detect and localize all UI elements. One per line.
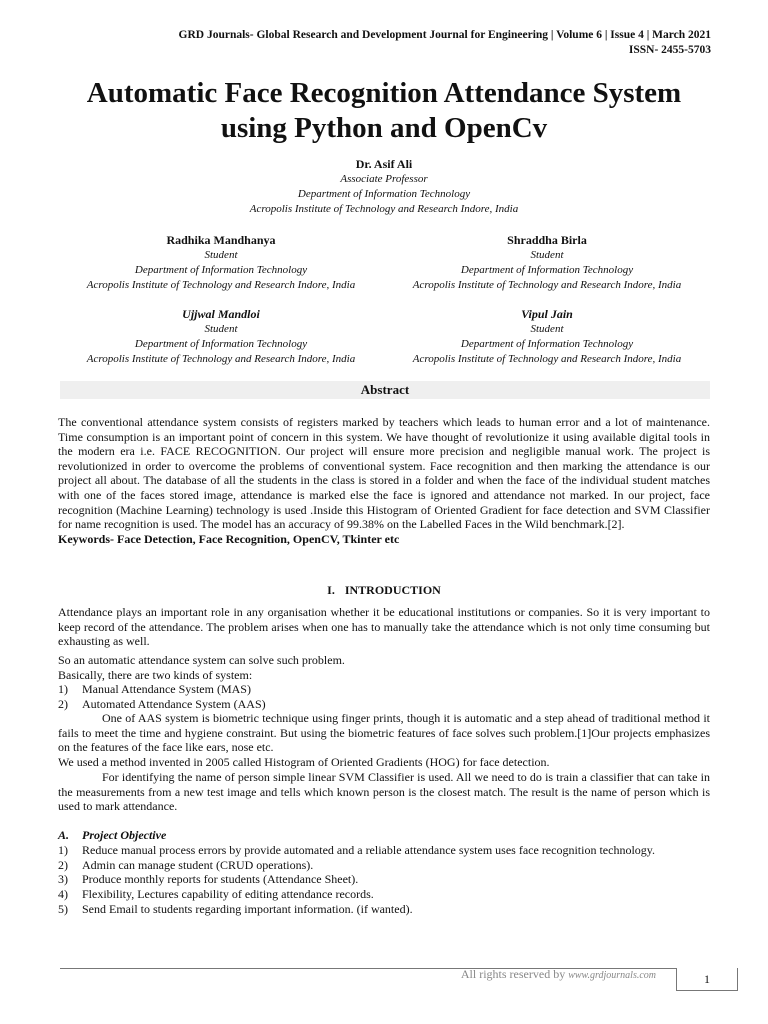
author-name: Radhika Mandhanya <box>166 233 276 247</box>
journal-header-issn: ISSN- 2455-5703 <box>628 43 711 56</box>
intro-paragraph: For identifying the name of person simple linear SVM Classifier is used. All we need to do is train a classifier that can take in the measurements from a new test image and tells which known person is the closest match. The result is the name of person which is used to mark attendance. <box>58 770 710 814</box>
author-inst: Acropolis Institute of Technology and Research Indore, India <box>412 353 682 365</box>
author-dept: Department of Information Technology <box>134 338 308 350</box>
subsection-heading <box>58 828 710 843</box>
list-number: 2) <box>58 858 68 872</box>
author-name: Ujjwal Mandloi <box>182 307 260 321</box>
paper-title-line1: Automatic Face Recognition Attendance System <box>86 77 682 109</box>
author-dept: Department of Information Technology <box>134 264 308 276</box>
author-inst: Acropolis Institute of Technology and Research Indore, India <box>86 279 356 291</box>
abstract-text: The conventional attendance system consists of registers marked by teachers which leads to human error and a lot of maintenance. Time consumption is an important point of concern in this system. We have thought of revolutionize it using available digital tools in the modern era i.e. FACE RECOGNITION. Our project will ensure more precision and negligible manual work. The project is revolutionized in order to overcome the problems of conventional system. Face recognition and then marking the attendance is our project all about. The database of all the students in the class is stored in a folder and when the face of the individual student matches with one of the faces stored image, attendance is marked else the face is ignored and attendance not marked. In our project, face recognition (Machine Learning) technology is used .Inside this Histogram of Oriented Gradient for face detection and SVM Classifier for name recognition is used. The model has an accuracy of 99.38% on the Labelled Faces in the Wild benchmark.[2]. <box>58 415 710 532</box>
list-item <box>58 697 710 712</box>
list-item <box>58 858 710 873</box>
list-text: Reduce manual process errors by provide automated and a reliable attendance system uses face recognition technology. <box>82 843 656 857</box>
intro-paragraph: Attendance plays an important role in any organisation whether it be educational institutions or companies. So it is very important to keep record of the attendance. The problem arises when one has to manually take the attendance which is not only time consuming but exhausting as well. <box>58 605 710 649</box>
list-item <box>58 902 710 917</box>
author-inst: Acropolis Institute of Technology and Research Indore, India <box>412 279 682 291</box>
list-item <box>58 872 710 887</box>
footer-site-link[interactable]: www.grdjournals.com <box>568 970 656 981</box>
section-number: I. <box>327 583 335 597</box>
author-role: Student <box>530 323 564 335</box>
author-block <box>386 233 708 293</box>
author-role: Student <box>530 249 564 261</box>
author-name: Dr. Asif Ali <box>355 157 413 171</box>
journal-header <box>179 28 711 57</box>
list-number: 1) <box>58 843 68 857</box>
author-inst: Acropolis Institute of Technology and Research Indore, India <box>86 353 356 365</box>
intro-paragraph: So an automatic attendance system can solve such problem. <box>58 653 345 667</box>
keywords: Keywords- Face Detection, Face Recognition, OpenCV, Tkinter etc <box>58 531 400 546</box>
author-block <box>60 233 382 293</box>
author-role: Student <box>204 323 238 335</box>
list-text: Produce monthly reports for students (Attendance Sheet). <box>82 872 359 886</box>
list-text: Admin can manage student (CRUD operations). <box>82 858 314 872</box>
paper-title <box>0 76 768 146</box>
author-dept: Department of Information Technology <box>297 188 471 200</box>
intro-paragraph: We used a method invented in 2005 called Histogram of Oriented Gradients (HOG) for face detection. <box>58 755 550 769</box>
intro-paragraph: One of AAS system is biometric technique using finger prints, though it is automatic and a step ahead of traditional method it fails to meet the time and hygiene constraint. But using the biometric features of face solves such problem.[1]Our projects emphasizes on the features of the face like ears, nose etc. <box>58 711 710 755</box>
lead-author <box>0 157 768 217</box>
paper-title-line2: using Python and OpenCv <box>220 112 548 144</box>
author-dept: Department of Information Technology <box>460 264 634 276</box>
list-number: 3) <box>58 872 68 886</box>
abstract-heading: Abstract <box>60 381 710 399</box>
journal-header-line1: GRD Journals- Global Research and Development Journal for Engineering | Volume 6 | Issue 4 | March 2021 <box>178 29 711 41</box>
list-text: Send Email to students regarding important information. (if wanted). <box>82 902 413 916</box>
author-role: Associate Professor <box>340 173 428 185</box>
list-item <box>58 843 710 858</box>
subsection-label: A. <box>58 828 70 842</box>
author-dept: Department of Information Technology <box>460 338 634 350</box>
list-item <box>58 887 710 902</box>
list-number: 4) <box>58 887 68 901</box>
page-number: 1 <box>676 968 738 991</box>
author-name: Vipul Jain <box>521 307 573 321</box>
section-heading-introduction <box>0 583 768 598</box>
author-role: Student <box>204 249 238 261</box>
footer-rights <box>461 967 656 982</box>
list-item <box>58 682 710 697</box>
subsection-title: Project Objective <box>82 828 167 842</box>
intro-paragraph: Basically, there are two kinds of system: <box>58 668 253 682</box>
author-inst: Acropolis Institute of Technology and Research Indore, India <box>249 203 519 215</box>
section-heading-rest: NTRODUCTION <box>349 583 441 597</box>
list-text: Flexibility, Lectures capability of editing attendance records. <box>82 887 374 901</box>
footer-rights-text: All rights reserved by <box>460 967 566 981</box>
author-name: Shraddha Birla <box>507 233 587 247</box>
list-text: Automated Attendance System (AAS) <box>82 697 266 711</box>
list-text: Manual Attendance System (MAS) <box>82 682 251 696</box>
section-heading-first-letter: I <box>344 583 350 597</box>
author-block <box>386 307 708 367</box>
list-number: 1) <box>58 682 68 696</box>
abstract-body <box>58 415 710 546</box>
list-number: 5) <box>58 902 68 916</box>
author-block <box>60 307 382 367</box>
list-number: 2) <box>58 697 68 711</box>
